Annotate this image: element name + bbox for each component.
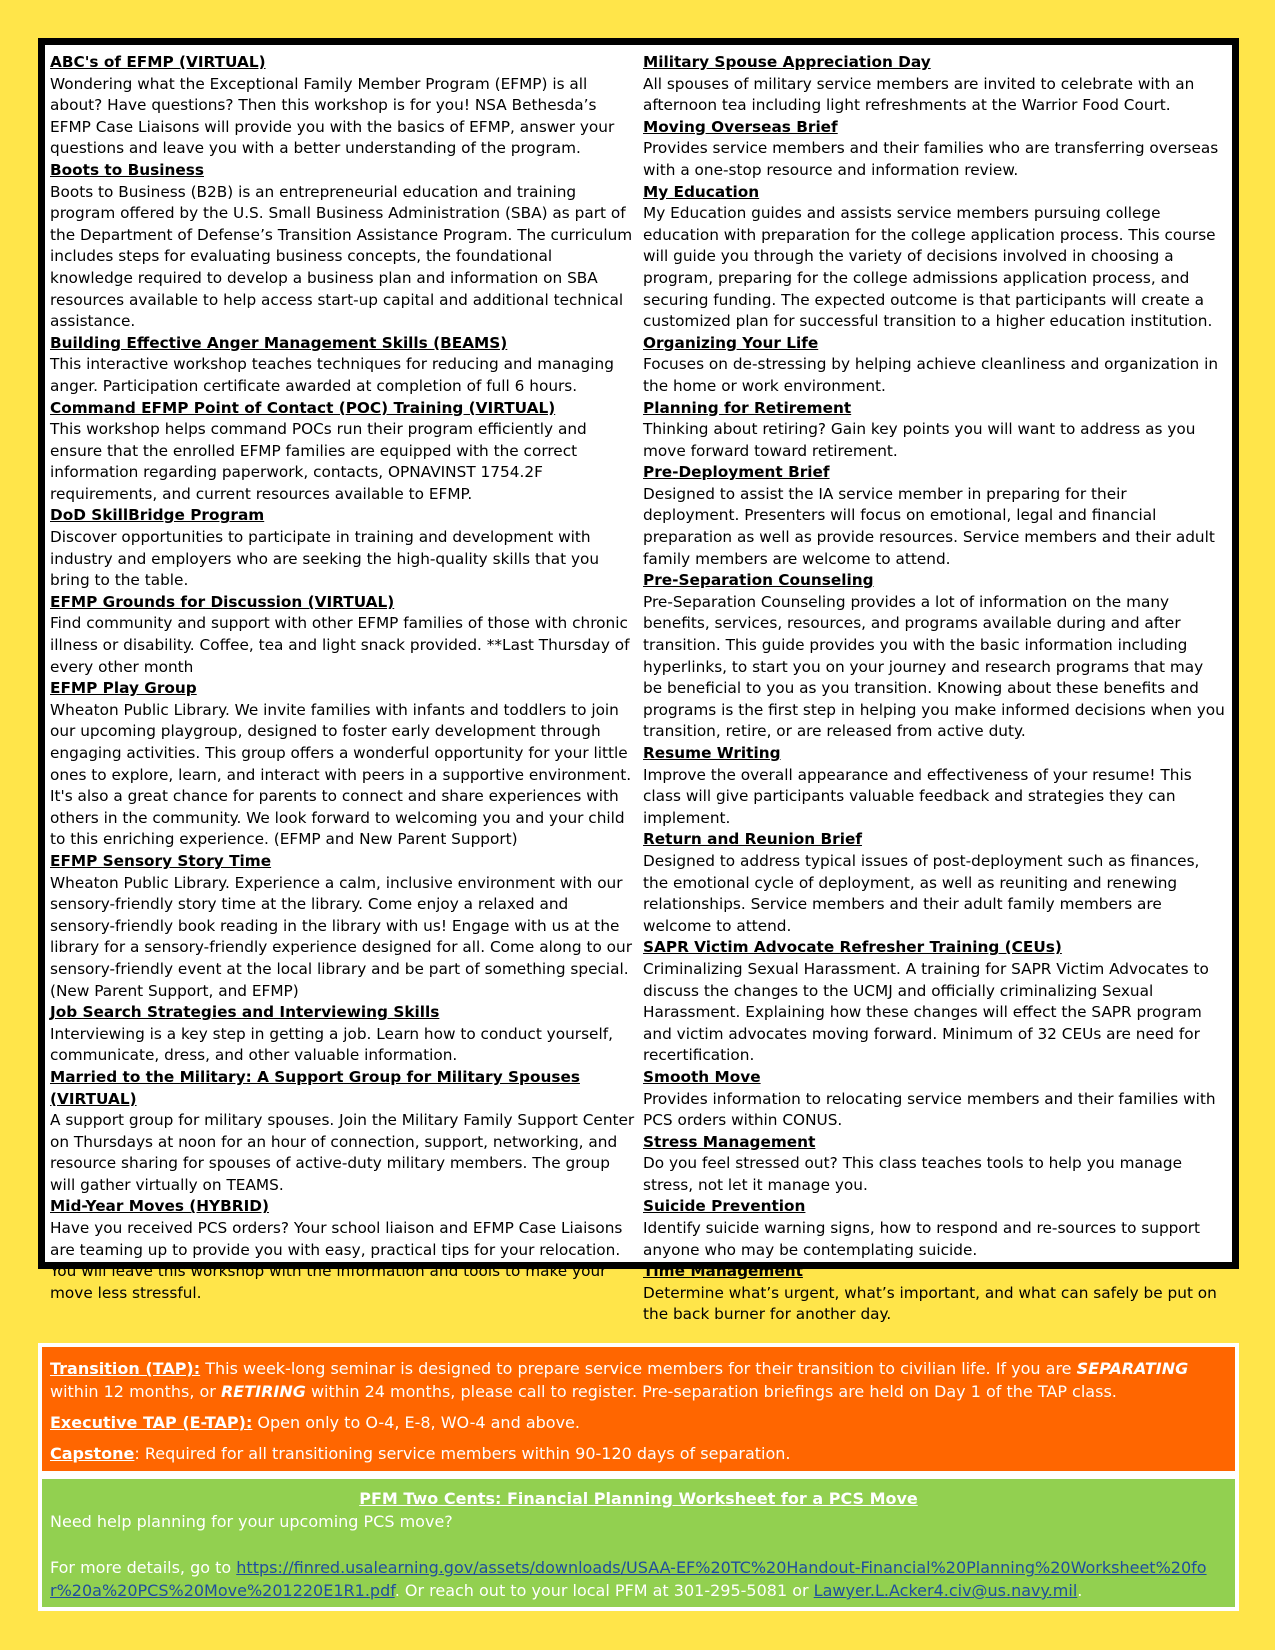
workshop-title: EFMP Grounds for Discussion (VIRTUAL) [50,592,395,611]
workshop-title: Military Spouse Appreciation Day [643,53,931,71]
workshop-description: Designed to address typical issues of post-deployment such as finances, the emotional cycle of deployment, as well as reuniting and renewing relationships. Service members and their adult family members are welcome to attend. [643,851,1200,935]
workshop-description: This interactive workshop teaches techniques for reducing and managing anger. Participation certificate awarded at completion of full 6 hours. [50,355,614,395]
workshop-description: Thinking about retiring? Gain key points you will want to address as you move forward toward retirement. [643,420,1196,460]
workshop-title: Boots to Business [50,160,204,179]
etap-label: Executive TAP (E-TAP): [50,1413,253,1432]
pfm-details-prefix: For more details, go to [50,1558,237,1577]
workshop-title: Pre-Separation Counseling [643,571,874,590]
workshop-description: Provides service members and their families who are transferring overseas with a one-stop resource and information review. [643,139,1219,179]
workshop-title: EFMP Sensory Story Time [50,851,272,870]
capstone-text: : Required for all transitioning service members within 90-120 days of separation. [134,1444,791,1463]
workshop-description: Criminalizing Sexual Harassment. A training for SAPR Victim Advocates to discuss the changes to the UCMJ and officially criminalizing Sexual Harassment. Explaining how these changes will effect the SAPR program and victim advocates moving forward. Minimum of 32 CEUs are need for recertification. [643,959,1209,1065]
workshop-title: Moving Overseas Brief [643,117,838,136]
tap-info-box [38,1343,1239,1475]
retiring-emphasis: RETIRING [220,1382,306,1401]
workshop-description: My Education guides and assists service members pursuing college education with preparation for the college application process. This course will guide you through the variety of decisions involved in choosing a program, preparing for the college admissions application process, and securing funding. The expected outcome is that participants will create a customized plan for successful transition to a higher education institution. [643,204,1216,331]
transition-text-3: within 24 months, please call to register. Pre-separation briefings are held on Day 1 of the TAP class. [305,1382,1117,1401]
workshop-title: Resume Writing [643,744,781,762]
transition-label: Transition (TAP): [50,1359,201,1378]
workshop-description: Focuses on de-stressing by helping achieve cleanliness and organization in the home or work environment. [643,355,1219,395]
workshop-description: Pre-Separation Counseling provides a lot of information on the many benefits, services, resources, and programs available during and after transition. This guide provides you with the basic information including hyperlinks, to start you on your journey and research programs that may be beneficial to you as you transition. Knowing about these benefits and programs is the first step in helping you make informed decisions when you transition, retire, or are released from active duty. [643,592,1225,741]
transition-paragraph [50,1357,1227,1403]
workshop-title: SAPR Victim Advocate Refresher Training (CEUs) [643,938,1062,957]
workshop-title: Planning for Retirement [643,398,852,417]
workshop-description: All spouses of military service members are invited to celebrate with an afternoon tea including light refreshments at the Warrior Food Court. [643,74,1195,115]
workshop-description: Improve the overall appearance and effectiveness of your resume! This class will give participants valuable feedback and strategies they can implement. [643,765,1192,827]
workshop-title: Return and Reunion Brief [643,830,862,849]
workshop-title: EFMP Play Group [50,679,197,698]
workshop-title: Smooth Move [643,1067,761,1086]
workshop-title: Building Effective Anger Management Skills (BEAMS) [50,333,508,352]
transition-text-1: This week-long seminar is designed to prepare service members for their transition to civilian life. If you are [200,1359,1077,1378]
capstone-label: Capstone [50,1444,135,1463]
workshop-description: Wondering what the Exceptional Family Member Program (EFMP) is all about? Have questions? Then this workshop is for you! NSA Bethesda’s EFMP Case Liaisons will provide you with the basics of EFMP, answer your questions and leave you with a better understanding of the program. [50,74,615,158]
workshop-title: DoD SkillBridge Program [50,506,265,525]
workshop-description: Interviewing is a key step in getting a job. Learn how to conduct yourself, communicate, dress, and other valuable information. [50,1024,613,1065]
pfm-details-suffix: . [1077,1581,1083,1600]
pfm-question: Need help planning for your upcoming PCS move? [50,1512,453,1531]
workshop-description: Discover opportunities to participate in training and development with industry and employers who are seeking the high-quality skills that you bring to the table. [50,528,600,590]
pfm-worksheet-link[interactable]: https://finred.usalearning.gov/assets/downloads/USAA-EF%20TC%20Handout-Financial%20Planning%20Worksheet%20for%20a%20PCS%20Move%201220E1R1.pdf [50,1558,1207,1600]
workshop-title: Mid-Year Moves (HYBRID) [50,1197,269,1216]
workshop-description: Designed to assist the IA service member in preparing for their deployment. Presenters will focus on emotional, legal and financial preparation as well as provide resources. Service members and their adult family members are welcome to attend. [643,484,1215,568]
pfm-title: PFM Two Cents: Financial Planning Worksheet for a PCS Move [359,1489,918,1508]
workshop-title: Time Management [643,1262,803,1281]
workshop-description: Do you feel stressed out? This class teaches tools to help you manage stress, not let it manage you. [643,1154,1183,1194]
workshop-descriptions-panel [38,38,1239,1324]
workshop-description: Wheaton Public Library. We invite families with infants and toddlers to join our upcoming playgroup, designed to foster early development through engaging activities. This group offers a wonderful opportunity for your little ones to explore, learn, and interact with peers in a supportive environment. It's also a great chance for parents to connect and share experiences with others in the community. We look forward to welcoming you and your child to this enriching experience. (EFMP and New Parent Support) [50,700,632,849]
workshop-description: Boots to Business (B2B) is an entrepreneurial education and training program offered by the U.S. Small Business Administration (SBA) as part of the Department of Defense’s Transition Assistance Program. The curriculum includes steps for evaluating business concepts, the foundational knowledge required to develop a business plan and information on SBA resources available to help access start-up capital and additional technical assistance. [50,182,633,331]
right-column [643,52,1225,1324]
workshop-title: Pre-Deployment Brief [643,463,830,482]
workshop-title: Job Search Strategies and Interviewing Skills [50,1003,440,1022]
pfm-email-link[interactable]: Lawyer.L.Acker4.civ@us.navy.mil [813,1581,1078,1600]
workshop-title: My Education [643,182,760,201]
workshop-description: This workshop helps command POCs run their program efficiently and ensure that the enrolled EFMP families are equipped with the correct information regarding paperwork, contacts, OPNAVINST 1754.2F requirements, and current resources available to EFMP. [50,420,587,503]
pfm-details-mid: . Or reach out to your local PFM at 301-295-5081 or [394,1581,814,1600]
etap-paragraph [50,1411,1227,1434]
workshop-title: Stress Management [643,1132,816,1151]
capstone-paragraph [50,1442,1227,1465]
left-column [50,52,637,1302]
separating-emphasis: SEPARATING [1076,1359,1189,1378]
workshop-description: A support group for military spouses. Join the Military Family Support Center on Thursdays at noon for an hour of connection, support, networking, and resource sharing for spouses of active-duty military members. The group will gather virtually on TEAMS. [50,1111,635,1194]
workshop-title: ABC's of EFMP (VIRTUAL) [50,53,266,71]
transition-text-2: within 12 months, or [50,1382,221,1401]
workshop-title: Organizing Your Life [643,333,819,352]
workshop-description: Identify suicide warning signs, how to respond and re-sources to support anyone who may be contemplating suicide. [643,1219,1201,1259]
workshop-description: Find community and support with other EFMP families of those with chronic illness or disability. Coffee, tea and light snack provided. **Last Thursday of every other month [50,614,630,676]
etap-text: Open only to O-4, E-8, WO-4 and above. [252,1413,580,1432]
workshop-title: Married to the Military: A Support Group for Military Spouses (VIRTUAL) [50,1067,580,1108]
workshop-description: Determine what’s urgent, what’s important, and what can safely be put on the back burner for another day. [643,1283,1217,1324]
workshop-title: Command EFMP Point of Contact (POC) Training (VIRTUAL) [50,398,556,417]
workshop-title: Suicide Prevention [643,1197,806,1216]
workshop-description: Provides information to relocating service members and their families with PCS orders within CONUS. [643,1089,1216,1130]
pfm-details [50,1556,1227,1602]
workshop-description: Have you received PCS orders? Your school liaison and EFMP Case Liaisons are teaming up to provide you with easy, practical tips for your relocation. You will leave this workshop with the information and tools to make your move less stressful. [50,1219,623,1302]
pfm-info-box [38,1475,1239,1611]
workshop-description: Wheaton Public Library. Experience a calm, inclusive environment with our sensory-friendly story time at the library. Come enjoy a relaxed and sensory-friendly book reading in the library with us! Engage with us at the library for a sensory-friendly experience designed for all. Come along to our sensory-friendly event at the local library and be part of something special. (New Parent Support, and EFMP) [50,873,633,1000]
